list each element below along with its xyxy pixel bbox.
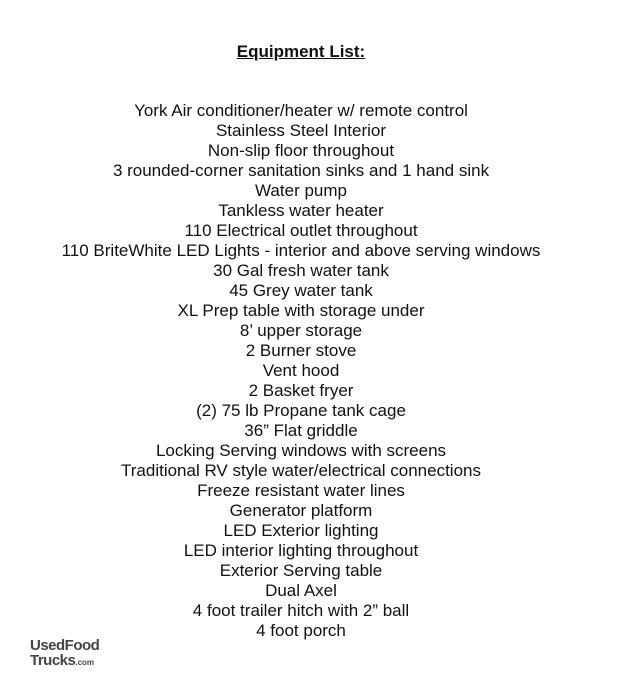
equipment-item: 110 BriteWhite LED Lights - interior and above serving windows [61, 241, 541, 260]
equipment-item: XL Prep table with storage under [177, 301, 425, 320]
equipment-item: Generator platform [229, 501, 373, 520]
equipment-item: Water pump [255, 181, 347, 200]
equipment-item: 2 Burner stove [245, 341, 357, 360]
equipment-item: 3 rounded-corner sanitation sinks and 1 hand sink [112, 161, 490, 180]
equipment-item: Dual Axel [265, 581, 337, 600]
equipment-list [0, 101, 602, 641]
equipment-item: LED interior lighting throughout [183, 541, 419, 560]
equipment-item: Vent hood [262, 361, 340, 380]
equipment-item: York Air conditioner/heater w/ remote control [134, 101, 468, 120]
logo-suffix: .com [75, 658, 95, 667]
equipment-item: 4 foot porch [256, 621, 346, 640]
page-title: Equipment List: [236, 42, 366, 61]
equipment-item: 36” Flat griddle [244, 421, 358, 440]
equipment-item: (2) 75 lb Propane tank cage [196, 401, 406, 420]
brand-logo [30, 638, 99, 670]
equipment-item: 30 Gal fresh water tank [213, 261, 389, 280]
equipment-item: 4 foot trailer hitch with 2” ball [192, 601, 410, 620]
equipment-item: 110 Electrical outlet throughout [184, 221, 418, 240]
equipment-item: 2 Basket fryer [248, 381, 354, 400]
equipment-item: 45 Grey water tank [229, 281, 373, 300]
equipment-item: Locking Serving windows with screens [155, 441, 447, 460]
equipment-item: Tankless water heater [218, 201, 384, 220]
equipment-item: 8’ upper storage [239, 321, 363, 340]
equipment-item: LED Exterior lighting [223, 521, 379, 540]
equipment-item: Exterior Serving table [219, 561, 383, 580]
equipment-item: Traditional RV style water/electrical connections [121, 461, 481, 480]
equipment-item: Freeze resistant water lines [197, 481, 405, 500]
logo-line2: Trucks [30, 652, 76, 669]
equipment-item: Stainless Steel Interior [215, 121, 387, 140]
logo-line1: UsedFood [30, 637, 100, 654]
equipment-item: Non-slip floor throughout [207, 141, 395, 160]
